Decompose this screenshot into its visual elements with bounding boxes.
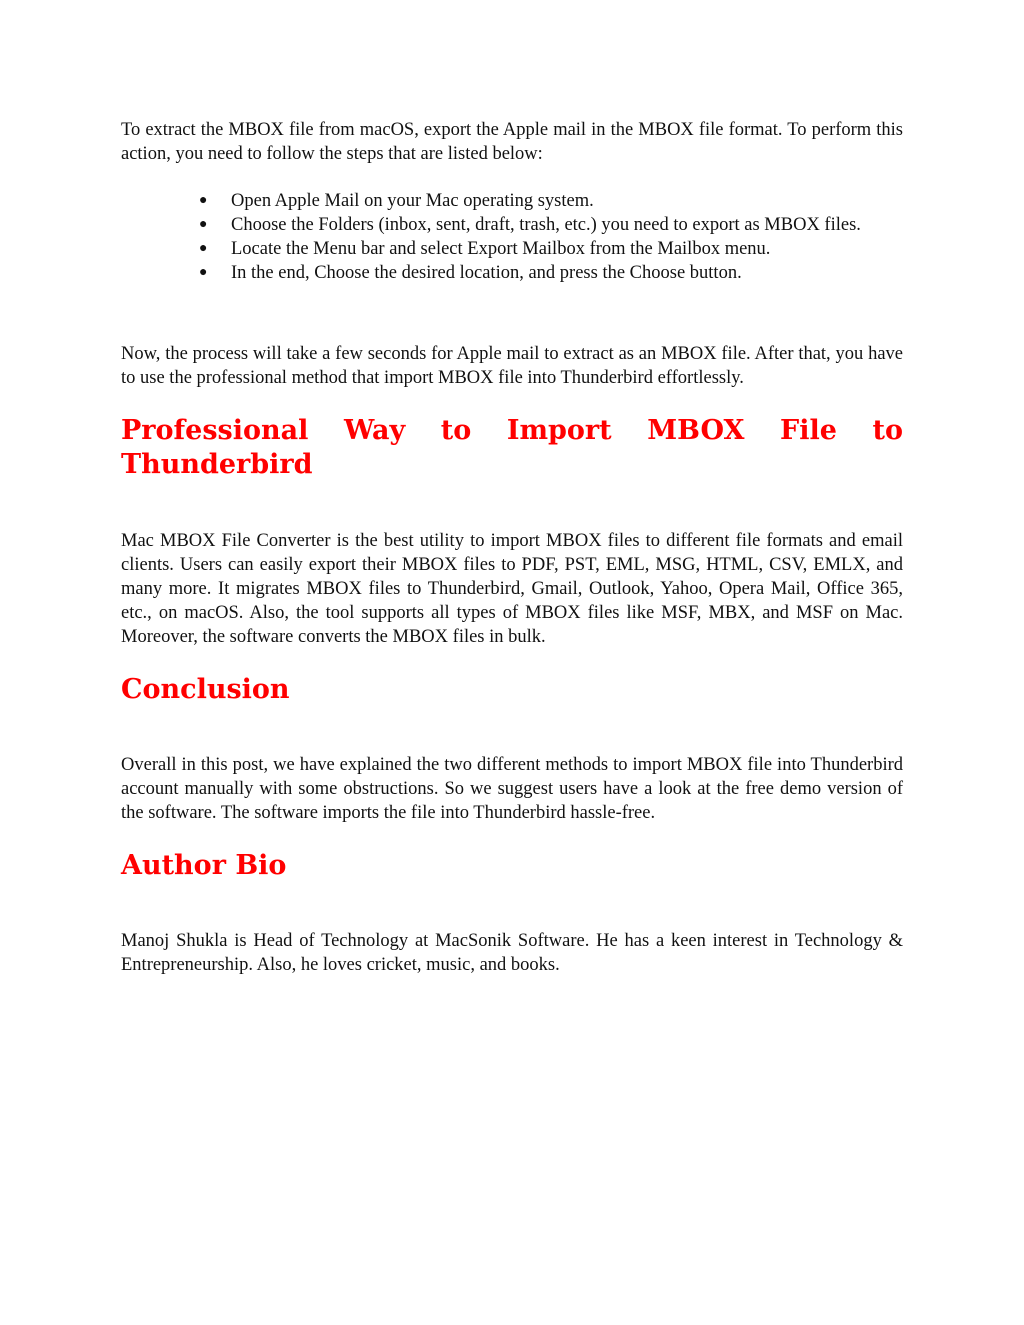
list-item-text: Open Apple Mail on your Mac operating system. — [231, 191, 594, 211]
after-steps-paragraph: Now, the process will take a few seconds for Apple mail to extract as an MBOX file. After that, you have to use the professional method that import MBOX file into Thunderbird effortlessly. — [121, 344, 903, 388]
bullet-icon: ● — [199, 241, 208, 256]
list-item — [199, 213, 903, 237]
section-heading-author-bio: Author Bio — [121, 850, 287, 881]
list-item — [199, 237, 903, 261]
bullet-icon: ● — [199, 217, 208, 232]
bullet-icon: ● — [199, 193, 208, 208]
document-page — [121, 118, 903, 977]
conclusion-paragraph: Overall in this post, we have explained the two different methods to import MBOX file into Thunderbird account manually with some obstructions. So we suggest users have a look at the free demo version of the software. The software imports the file into Thunderbird hassle-free. — [121, 755, 903, 823]
bullet-icon: ● — [199, 265, 208, 280]
list-item — [199, 189, 903, 213]
list-item-text: In the end, Choose the desired location, and press the Choose button. — [231, 263, 742, 283]
professional-paragraph: Mac MBOX File Converter is the best utility to import MBOX files to different file formats and email clients. Users can easily export their MBOX files to PDF, PST, EML, MSG, HTML, CSV, EMLX, and many more. It migrates MBOX files to Thunderbird, Gmail, Outlook, Yahoo, Opera Mail, Office 365, etc., on macOS. Also, the tool supports all types of MBOX files like MSF, MBX, and MSF on Mac. Moreover, the software converts the MBOX files in bulk. — [121, 531, 903, 647]
section-heading-conclusion: Conclusion — [121, 674, 290, 705]
list-item-text: Choose the Folders (inbox, sent, draft, trash, etc.) you need to export as MBOX files. — [231, 215, 861, 235]
intro-paragraph: To extract the MBOX file from macOS, export the Apple mail in the MBOX file format. To perform this action, you need to follow the steps that are listed below: — [121, 120, 903, 164]
author-bio-paragraph: Manoj Shukla is Head of Technology at MacSonik Software. He has a keen interest in Technology & Entrepreneurship. Also, he loves cricket, music, and books. — [121, 931, 903, 975]
list-item-text: Locate the Menu bar and select Export Mailbox from the Mailbox menu. — [231, 239, 771, 259]
list-item — [199, 261, 903, 285]
steps-list — [121, 189, 903, 285]
section-heading-professional-way: Professional Way to Import MBOX File to Thunderbird — [121, 415, 903, 480]
